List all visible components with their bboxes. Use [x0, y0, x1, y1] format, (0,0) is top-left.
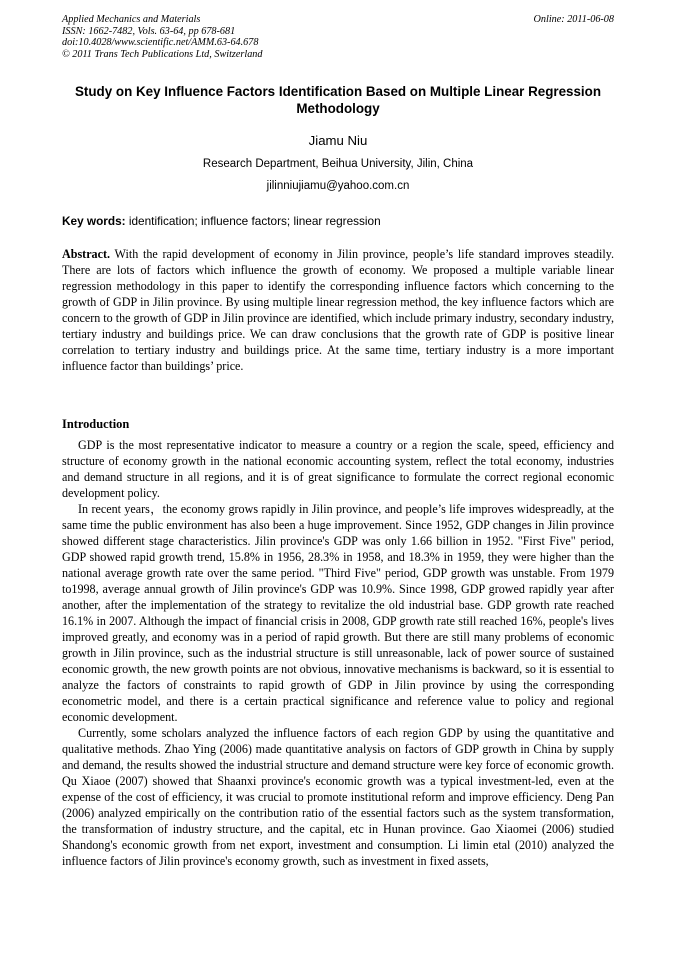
issn-line: ISSN: 1662-7482, Vols. 63-64, pp 678-681 [62, 25, 236, 37]
intro-paragraph: Currently, some scholars analyzed the influence factors of each region GDP by using the quantitative and qualitative methods. Zhao Ying (2006) made quantitative analysis on factors of GDP growth in China by supply and demand, the results showed the industrial structure and demand structure were key force of economic growth. Qu Xiaoe (2007) showed that Shaanxi province's economic growth was a typical investment-led, even at the expense of the cost of efficiency, it was crucial to promote institutional reform and improve efficiency. Deng Pan (2006) analyzed empirically on the contribution ratio of the essential factors such as the system transformation, the transformation of industry structure, and the capital, etc in Hunan province. Gao Xiaomei (2006) studied Shandong's economic growth from net export, investment and consumption. Li limin etal (2010) analyzed the influence factors of Jilin province's economy growth, such as investment in fixed assets, [62, 726, 614, 868]
abstract [62, 246, 614, 374]
abstract-label: Abstract. [62, 247, 111, 261]
online-date: Online: 2011-06-08 [533, 14, 614, 25]
introduction-body [62, 437, 614, 869]
intro-paragraph: In recent years，the economy grows rapidly in Jilin province, and people’s life improves widespreadly, at the same time the public environment has also been a huge improvement. Since 1952, GDP changes in Jilin province showed different stage characteristics. Jilin province's GDP was only 1.66 billion in 1952. "First Five" period, GDP showed rapid growth trend, 15.8% in 1956, 28.3% in 1958, and 18.3% in 1959, they were higher than the national average growth rate over the same period. "Third Five" period, GDP growth was unstable. From 1979 to1998, average annual growth of Jilin province's GDP was 10.9%. Since 1998, GDP growed rapidly year after another, after the implementation of the strategy to revitalize the old industrial base. GDP growth rate reached 16.1% in 2007. Although the impact of financial crisis in 2008, GDP growth rate still reached 16%, people's lives improved greatly, and economy was in a period of rapid growth. But there are still many problems of economic growth in Jilin province, such as the industrial structure is still unreasonable, lack of power source of sustained economic growth, the new growth points are not obvious, innovative mechanisms is backward, so it is essential to analyze the factors of constraints to rapid growth of GDP in Jilin province by using the corresponding econometric model, and there is a certain practical significance and reference value to policy and regional economic development. [62, 502, 614, 724]
introduction-heading: Introduction [62, 417, 130, 431]
journal-header [62, 14, 614, 60]
abstract-text: With the rapid development of economy in Jilin province, people’s life standard improves steadily. There are lots of factors which influence the growth of economy. We proposed a multiple variable linear regression methodology in this paper to identify the corresponding influence factors which concerning to the growth of GDP in Jilin province. By using multiple linear regression method, the key influence factors which are concern to the growth of GDP in Jilin province are identified, which include primary industry, secondary industry, tertiary industry and buildings price. We can draw conclusions that the growth rate of GDP is positive linear correlation to tertiary industry and buildings price. At the same time, tertiary industry is a more important influence factor than buildings’ price. [62, 247, 614, 373]
keywords [62, 214, 614, 228]
doi-line: doi:10.4028/www.scientific.net/AMM.63-64.678 [62, 37, 259, 48]
intro-paragraph: GDP is the most representative indicator to measure a country or a region the scale, speed, efficiency and structure of economy growth in the national economic accounting system, reflect the total economy, industries and demand structure in all regions, and it is of great significance to formulate the correct regional economic development policy. [62, 438, 614, 500]
copyright-line: © 2011 Trans Tech Publications Ltd, Switzerland [62, 48, 263, 60]
paper-title: Study on Key Influence Factors Identification Based on Multiple Linear Regression Methodology [74, 84, 602, 116]
keywords-label: Key words: [62, 214, 126, 228]
author-email: jilinniujiamu@yahoo.com.cn [266, 180, 410, 192]
author-name: Jiamu Niu [308, 133, 368, 148]
keywords-text: identification; influence factors; linear regression [128, 214, 381, 228]
author-affiliation: Research Department, Beihua University, Jilin, China [202, 158, 474, 170]
journal-name: Applied Mechanics and Materials [62, 14, 201, 25]
